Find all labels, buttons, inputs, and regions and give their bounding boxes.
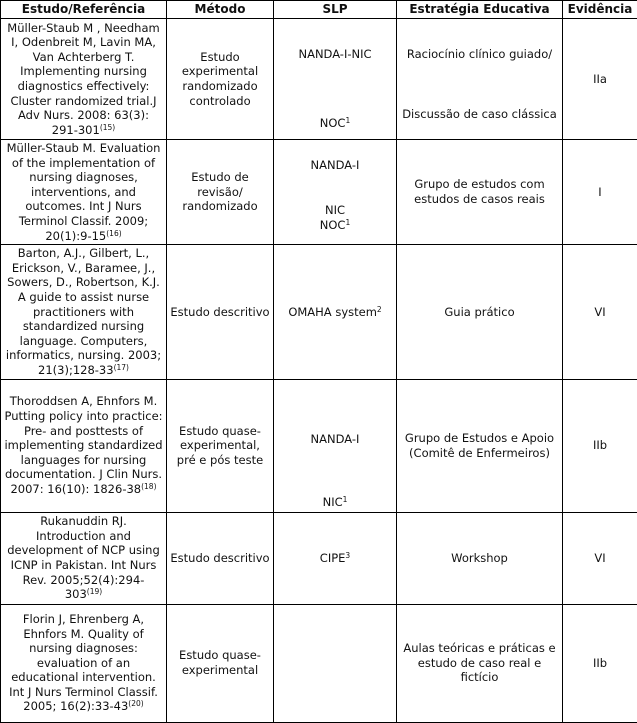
strategy-cell: Grupo de Estudos e Apoio (Comitê de Enfermeiros) [397, 379, 563, 512]
header-row [1, 1, 637, 19]
reference-number: (17) [114, 363, 129, 372]
reference-cell [1, 19, 167, 140]
strategy-cell: Guia prático [397, 245, 563, 379]
slp-cell [274, 379, 397, 512]
strategy-cell: Workshop [397, 512, 563, 604]
evidence-cell: VI [563, 245, 637, 379]
reference-cell [1, 245, 167, 379]
slp-entry: NIC [274, 203, 396, 218]
strategy-text: Discussão de caso clássica [401, 107, 558, 122]
method-cell: Estudo quase-experimental, pré e pós teste [167, 379, 274, 512]
evidence-cell: VI [563, 512, 637, 604]
slp-entry: NANDA-I [274, 158, 396, 173]
method-cell: Estudo experimental randomizado controlado [167, 19, 274, 140]
reference-cell [1, 512, 167, 604]
table-row [1, 19, 637, 140]
slp-entry: OMAHA system [288, 305, 377, 319]
method-cell: Estudo descritivo [167, 512, 274, 604]
header-evidence: Evidência [563, 1, 637, 19]
reference-cell [1, 604, 167, 722]
header-slp: SLP [274, 1, 397, 19]
table-row [1, 379, 637, 512]
evidence-cell: IIa [563, 19, 637, 140]
reference-text: Müller-Staub M , Needham I, Odenbreit M, Lavin MA, Van Achterberg T. Implementing nursing diagnostics effectively: Cluster randomized trial.J Adv Nurs. 2008: 63(3): 291-301 [7, 21, 159, 137]
slp-cell: CIPE$^3$ [274, 512, 397, 604]
table-row [1, 604, 637, 722]
slp-entry: NOC$^1$ [274, 218, 396, 233]
reference-text: Rukanuddin RJ. Introduction and development of NCP using ICNP in Pakistan. Int Nurs Rev. 2005;52(4):294-303 [7, 514, 160, 601]
reference-number: (20) [128, 699, 143, 708]
table-row [1, 140, 637, 245]
evidence-cell: IIb [563, 379, 637, 512]
slp-entry: NIC$^1$ [274, 495, 396, 510]
reference-text: Müller-Staub M. Evaluation of the implementation of nursing diagnoses, interventions, and outcomes. Int J Nurs Terminol Classif. 2009; 20(1):9-15 [7, 141, 161, 243]
strategy-cell [397, 19, 563, 140]
evidence-cell: I [563, 140, 637, 245]
reference-text: Barton, A.J., Gilbert, L., Erickson, V., Baramee, J., Sowers, D., Robertson, K.J. A guide to assist nurse practitioners with standardized nursing language. Computers, informatics, nursing. 2003; 21(3);128-33 [6, 246, 161, 377]
header-strategy: Estratégia Educativa [397, 1, 563, 19]
slp-entry: NANDA-I [274, 432, 396, 447]
slp-entry: CIPE [320, 551, 346, 565]
header-study: Estudo/Referência [1, 1, 167, 19]
reference-cell [1, 140, 167, 245]
strategy-cell: Aulas teóricas e práticas e estudo de caso real e fictício [397, 604, 563, 722]
strategy-cell: Grupo de estudos com estudos de casos reais [397, 140, 563, 245]
table-row [1, 245, 637, 379]
slp-entry: NANDA-I-NIC [274, 47, 396, 62]
slp-entry: NOC$^1$ [274, 116, 396, 131]
reference-number: (19) [87, 587, 102, 596]
table-row [1, 512, 637, 604]
reference-text: Florin J, Ehrenberg A, Ehnfors M. Quality of nursing diagnoses: evaluation of an educational intervention. Int J Nurs Terminol Classif. 2005; 16(2):33-43 [9, 612, 158, 714]
reference-cell [1, 379, 167, 512]
method-cell: Estudo quase-experimental [167, 604, 274, 722]
reference-number: (16) [106, 229, 121, 238]
slp-cell: OMAHA system$^2$ [274, 245, 397, 379]
strategy-text: Raciocínio clínico guiado/ [401, 47, 558, 62]
slp-cell [274, 140, 397, 245]
method-cell: Estudo descritivo [167, 245, 274, 379]
method-cell: Estudo de revisão/ randomizado [167, 140, 274, 245]
header-method: Método [167, 1, 274, 19]
evidence-cell: IIb [563, 604, 637, 722]
reference-number: (15) [100, 123, 115, 132]
slp-cell [274, 604, 397, 722]
reference-text: Thoroddsen A, Ehnfors M. Putting policy into practice: Pre- and posttests of implementing standardized languages for nursing documentation. J Clin Nurs. 2007: 16(10): 1826-38 [4, 394, 162, 496]
reference-number: (18) [141, 482, 156, 491]
slp-cell [274, 19, 397, 140]
